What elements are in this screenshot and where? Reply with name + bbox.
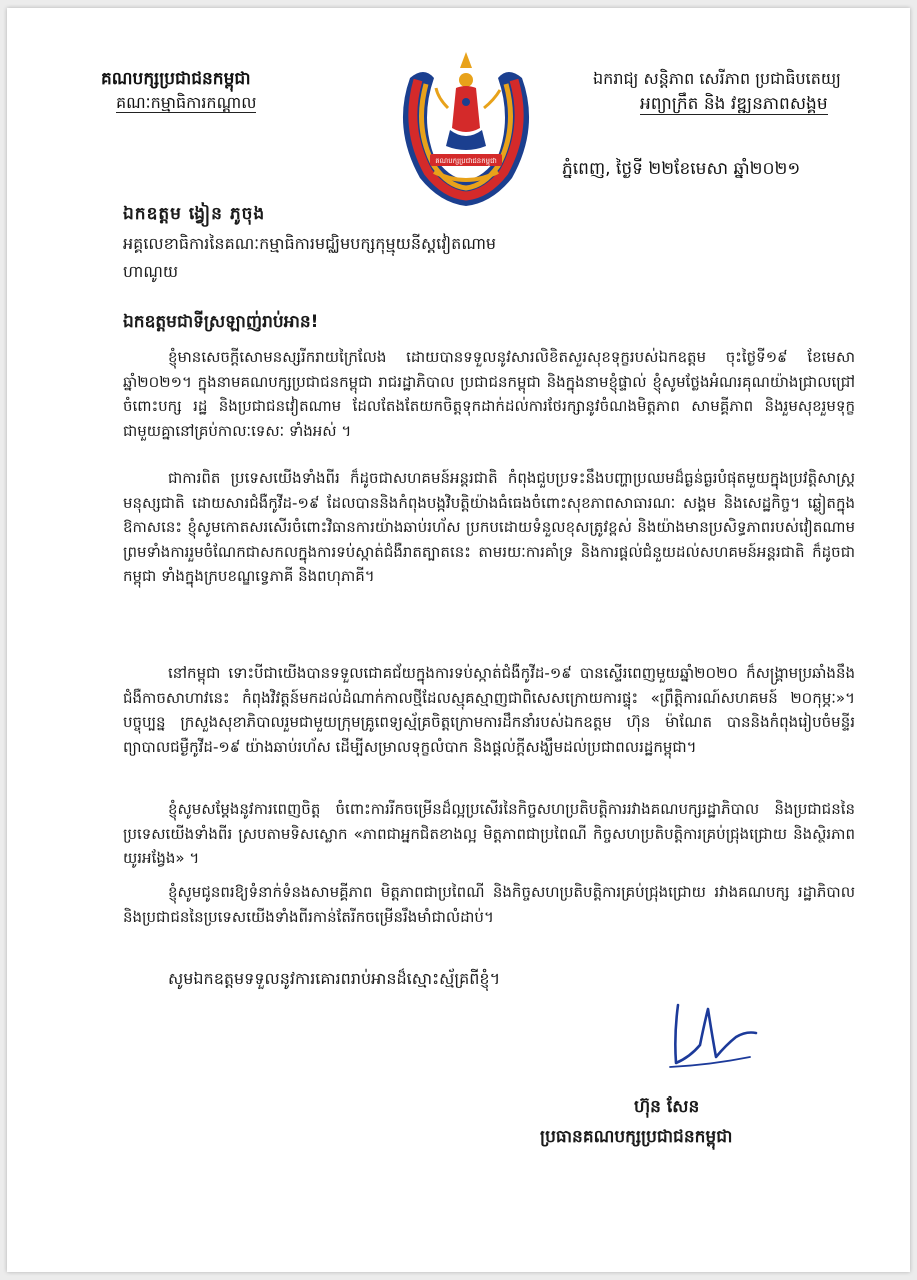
closing-line: សូមឯកឧត្តមទទួលនូវការគោរពរាប់អានដ៏ស្មោះស្ម័គ្រពីខ្ញុំ។	[168, 969, 501, 988]
recipient-name: ឯកឧត្តម ង្វៀន ភូ​ចុង	[123, 204, 266, 224]
body-paragraph-4: ខ្ញុំសូមសម្តែងនូវការពេញចិត្ត ចំពោះការរីកចម្រើនដ៏ល្អប្រសើរនៃកិច្ចសហប្រតិបត្តិការរវាងគណបក្សរដ្ឋាភិបាល និងប្រជាជននៃប្រទេសយើងទាំងពីរ ស្របតាមទិសស្លោក «ភាពជាអ្នកជិតខាងល្អ មិត្តភាពជាប្រពៃណី កិច្ចសហប្រតិបត្តិការគ្រប់ជ្រុងជ្រោយ និងស្ថិរភាពយូរអង្វែង» ។	[123, 800, 855, 867]
body-paragraph-2: ជាការពិត ប្រទេសយើងទាំងពីរ ក៏ដូចជាសហគមន៍អន្តរជាតិ កំពុងជួបប្រទះនឹងបញ្ហាប្រឈមដ៏ធ្ងន់ធ្ងរបំផុតមួយក្នុងប្រវត្តិសាស្ត្រមនុស្សជាតិ ដោយសារជំងឺកូវីដ-១៩ ដែលបាននិងកំពុងបង្កវិបត្តិយ៉ាងធំធេងចំពោះសុខភាពសាធារណៈ សង្គម និងសេដ្ឋកិច្ច។ ឆ្លៀតក្នុងឱកាសនេះ ខ្ញុំសូមកោតសរសើរចំពោះវិធានការយ៉ាងឆាប់រហ័ស ប្រកបដោយទំនួលខុសត្រូវខ្ពស់ និងយ៉ាងមានប្រសិទ្ធភាពរបស់វៀតណាម ព្រមទាំងការរួមចំណែកជាសកលក្នុងការទប់ស្កាត់ជំងឺរាតត្បាតនេះ តាមរយៈការគាំទ្រ និងការផ្តល់ជំនួយដល់សហគមន៍អន្តរជាតិ ក៏ដូចជាកម្ពុជា ទាំងក្នុងក្របខណ្ឌទ្វេភាគី និងពហុភាគី។	[123, 469, 855, 585]
party-logo	[390, 38, 542, 210]
party-committee-text: គណៈកម្មាធិការកណ្តាល	[116, 93, 257, 112]
national-motto-line2	[640, 93, 828, 118]
party-committee	[116, 92, 256, 116]
salutation: ឯកឧត្តមជាទីស្រឡាញ់រាប់អាន!	[123, 312, 319, 332]
body-paragraph-1: ខ្ញុំមានសេចក្តីសោមនស្សរីករាយក្រៃលែង ដោយបានទទួលនូវសារលិខិតសួរសុខទុក្ខរបស់ឯកឧត្តម ចុះថ្ងៃទី១៩ ខែមេសា ឆ្នាំ២០២១។ ក្នុងនាមគណបក្សប្រជាជនកម្ពុជា រាជរដ្ឋាភិបាល ប្រជាជនកម្ពុជា និងក្នុងនាមខ្ញុំផ្ទាល់ ខ្ញុំសូមថ្លែងអំណរគុណយ៉ាងជ្រាលជ្រៅចំពោះបក្ស រដ្ឋ និងប្រជាជនវៀតណាម ដែលតែងតែយកចិត្តទុកដាក់ដល់ការថែរក្សានូវចំណងមិត្តភាព សាមគ្គីភាព និងរួមសុខរួមទុក្ខជាមួយគ្នានៅគ្រប់កាលៈទេសៈ ទាំងអស់ ។	[123, 348, 855, 440]
logo-banner-text: គណបក្សប្រជាជនកម្ពុជា	[435, 157, 497, 165]
signer-title: ប្រធានគណបក្សប្រជាជនកម្ពុជា	[540, 1127, 733, 1147]
national-motto-line1: ឯករាជ្យ សន្តិភាព សេរីភាព ប្រជាធិបតេយ្យ	[593, 69, 841, 88]
body-paragraph-5: ខ្ញុំសូមជូនពរឱ្យទំនាក់ទំនងសាមគ្គីភាព មិត្តភាពជាប្រពៃណី និងកិច្ចសហប្រតិបត្តិការគ្រប់ជ្រុងជ្រោយ រវាងគណបក្ស រដ្ឋាភិបាល និងប្រជាជននៃប្រទេសយើងទាំងពីរកាន់តែរីកចម្រើនរឹងមាំជាលំដាប់។	[123, 883, 855, 926]
signer-name: ហ៊ុន សែន	[634, 1097, 700, 1117]
body-paragraph-3: នៅកម្ពុជា ទោះបីជាយើងបានទទួលជោគជ័យក្នុងការទប់ស្កាត់ជំងឺកូវីដ-១៩ បានស្ទើរពេញមួយឆ្នាំ២០២០ ក៏សង្គ្រាមប្រឆាំងនឹងជំងឺកាចសាហាវនេះ កំពុងវិវត្តន៍មកដល់ដំណាក់កាលថ្មីដែលស្មុគស្មាញជាពិសេសក្រោយការផ្ទុះ «ព្រឹត្តិការណ៍សហគមន៍ ២០កុម្ភៈ»។ បច្ចុប្បន្ន ក្រសួងសុខាភិបាលរួមជាមួយក្រុមគ្រូពេទ្យស្ម័គ្រចិត្តក្រោមការដឹកនាំរបស់ឯកឧត្តម ហ៊ុន ម៉ាណែត បាននិងកំពុងរៀបចំមន្ទីរព្យាបាលជម្ងឺកូវីដ-១៩ យ៉ាងឆាប់រហ័ស ដើម្បីសម្រាលទុក្ខលំបាក និងផ្តល់ក្តីសង្ឃឹមដល់ប្រជាពលរដ្ឋកម្ពុជា។	[123, 664, 855, 756]
national-motto-line2-text: អព្យាក្រឹត និង វឌ្ឍនភាពសង្គម	[640, 94, 828, 114]
recipient-position: អគ្គលេខាធិការនៃគណៈកម្មាធិការមជ្ឈិមបក្សកុម្មុយនីស្តវៀតណាម	[123, 234, 497, 253]
recipient-city: ហាណូយ	[123, 262, 179, 281]
handwritten-signature	[660, 995, 760, 1075]
party-name: គណបក្សប្រជាជនកម្ពុជា	[101, 69, 251, 89]
date-line: ភ្នំពេញ, ថ្ងៃទី ២២ខែមេសា ឆ្នាំ២០២១	[562, 159, 801, 179]
